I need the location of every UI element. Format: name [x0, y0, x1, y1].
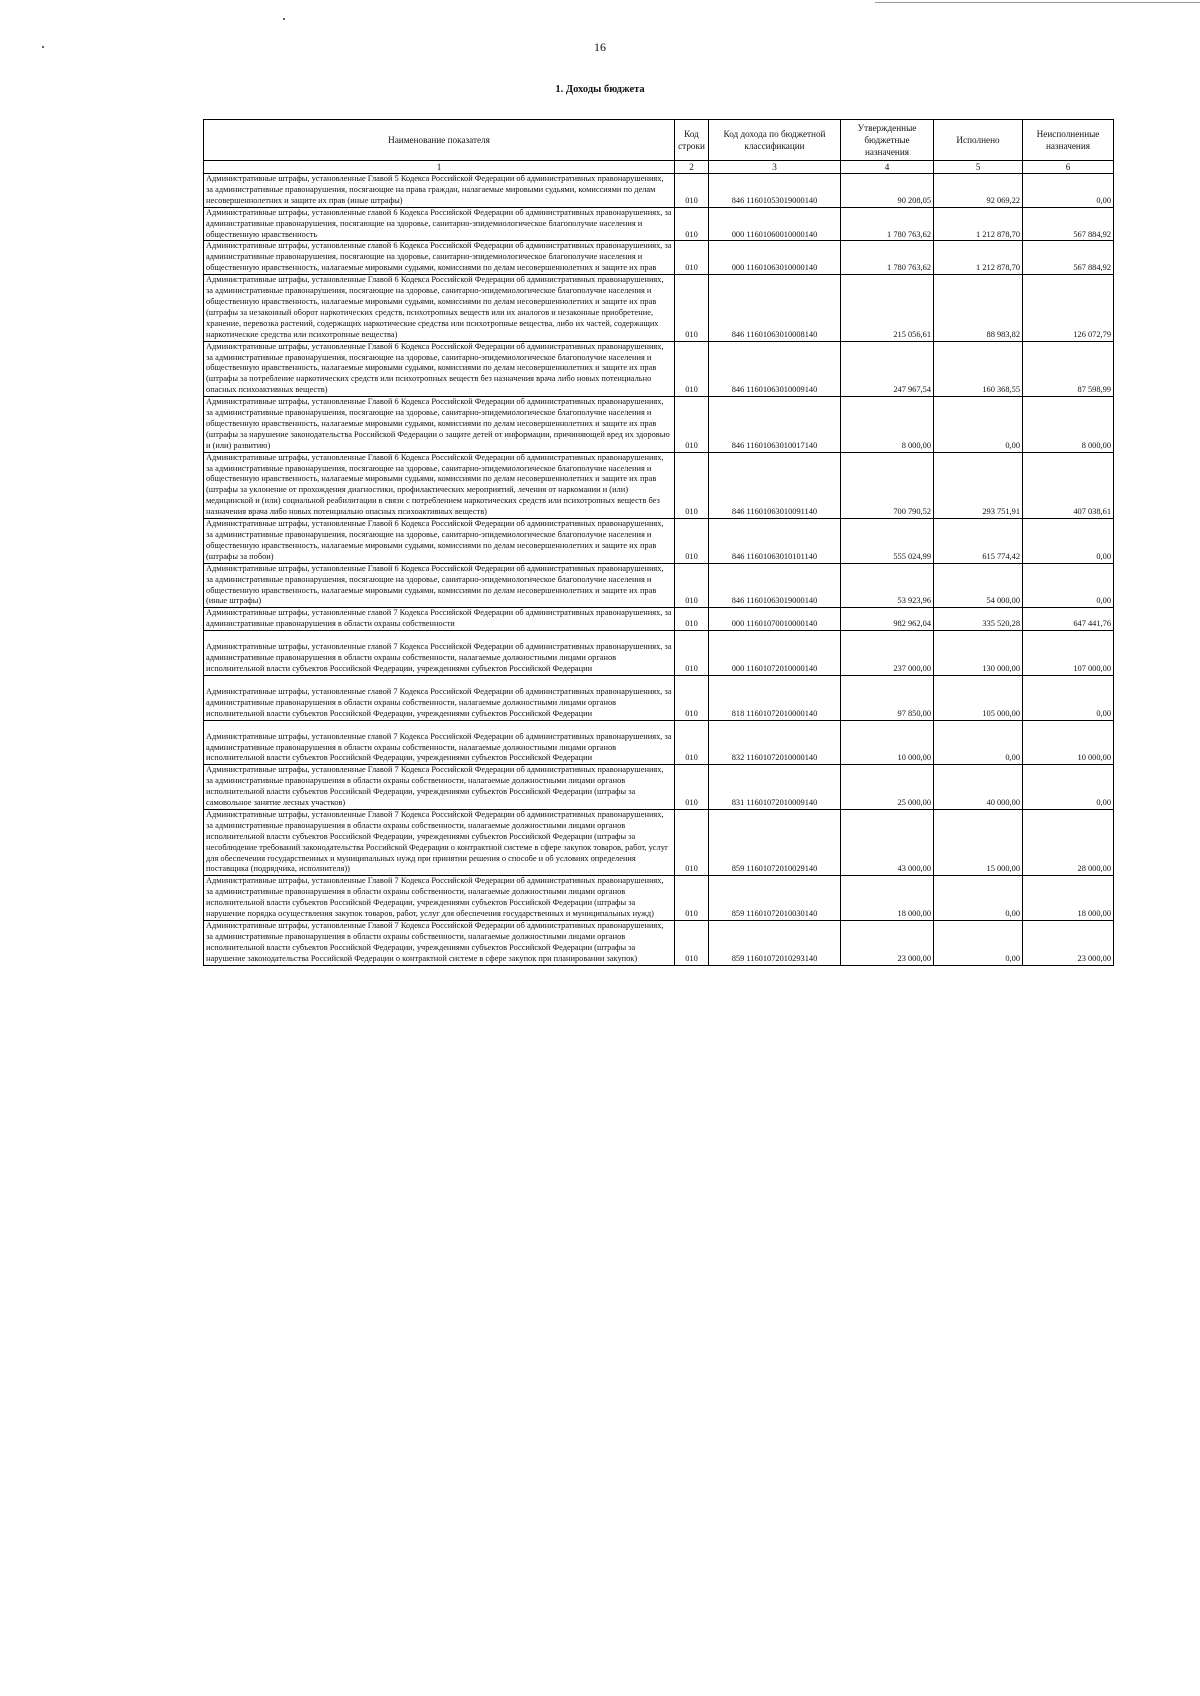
col-number: 6	[1023, 161, 1114, 174]
table-row	[204, 275, 1114, 341]
unexecuted-amount-cell: 126 072,79	[1023, 275, 1114, 341]
table-row	[204, 765, 1114, 810]
unexecuted-amount-cell: 87 598,99	[1023, 341, 1114, 397]
line-code-cell: 010	[675, 241, 709, 275]
col-header-line-code: Код строки	[675, 120, 709, 161]
line-code-cell: 010	[675, 876, 709, 921]
table-row	[204, 241, 1114, 275]
indicator-name-cell: Административные штрафы, установленные главой 6 Кодекса Российской Федерации об административных правонарушениях, за административные правонарушения, посягающие на здоровье, санитарно-эпидемиологическое благополучие населения и общественную нравственность	[204, 207, 675, 241]
executed-amount-cell: 0,00	[934, 876, 1023, 921]
cell-spacer	[206, 631, 672, 642]
indicator-name-cell: Административные штрафы, установленные Главой 7 Кодекса Российской Федерации об административных правонарушениях, за административные правонарушения в области охраны собственности, налагаемые должностными лицами органов исполнительной власти субъектов Российской Федерации, учреждениями субъектов Российской Федерации (штрафы за самовольное занятие лесных участков)	[204, 765, 675, 810]
executed-amount-cell: 0,00	[934, 921, 1023, 966]
line-code-cell: 010	[675, 174, 709, 208]
revenue-code-cell: 000 11601063010000140	[709, 241, 841, 275]
revenue-code-cell: 846 11601063010017140	[709, 397, 841, 453]
approved-amount-cell: 215 056,61	[841, 275, 934, 341]
executed-amount-cell: 335 520,28	[934, 608, 1023, 631]
table-row	[204, 921, 1114, 966]
revenue-code-cell: 859 11601072010293140	[709, 921, 841, 966]
scan-speck	[283, 18, 285, 20]
indicator-name-cell: Административные штрафы, установленные Главой 6 Кодекса Российской Федерации об административных правонарушениях, за административные правонарушения, посягающие на здоровье, санитарно-эпидемиологическое благополучие населения и общественную нравственность, налагаемые мировыми судьями, комиссиями по делам несовершеннолетних и защите их прав (штрафы за незаконный оборот наркотических средств, психотропных веществ или их аналогов и незаконные приобретение, хранение, перевозка растений, содержащих наркотические средства или психотропные вещества, либо их частей, содержащих наркотические средства или психотропные вещества)	[204, 275, 675, 341]
executed-amount-cell: 15 000,00	[934, 809, 1023, 875]
line-code-cell: 010	[675, 675, 709, 720]
col-number: 4	[841, 161, 934, 174]
cell-spacer	[206, 676, 672, 687]
line-code-cell: 010	[675, 275, 709, 341]
approved-amount-cell: 43 000,00	[841, 809, 934, 875]
executed-amount-cell: 1 212 878,70	[934, 207, 1023, 241]
indicator-name-cell: Административные штрафы, установленные Главой 7 Кодекса Российской Федерации об административных правонарушениях, за административные правонарушения в области охраны собственности, налагаемые должностными лицами органов исполнительной власти субъектов Российской Федерации, учреждениями субъектов Российской Федерации (штрафы за нарушение законодательства Российской Федерации о контрактной системе в сфере закупок при планировании закупок)	[204, 921, 675, 966]
report-title: 1. Доходы бюджета	[555, 84, 645, 95]
indicator-name-cell: Административные штрафы, установленные Главой 6 Кодекса Российской Федерации об административных правонарушениях, за административные правонарушения, посягающие на здоровье, санитарно-эпидемиологическое благополучие населения и общественную нравственность, налагаемые мировыми судьями, комиссиями по делам несовершеннолетних и защите их прав (штрафы за уклонение от прохождения диагностики, профилактических мероприятий, лечения от наркомании и (или) медицинской и (или) социальной реабилитации в связи с потреблением наркотических средств или психотропных веществ без назначения врача либо новых потенциально опасных психоактивных веществ)	[204, 452, 675, 518]
approved-amount-cell: 18 000,00	[841, 876, 934, 921]
revenue-code-cell: 000 11601072010000140	[709, 631, 841, 676]
col-number: 2	[675, 161, 709, 174]
approved-amount-cell: 97 850,00	[841, 675, 934, 720]
revenue-code-cell: 846 11601063010101140	[709, 519, 841, 564]
revenue-code-cell: 000 11601070010000140	[709, 608, 841, 631]
revenue-code-cell: 818 11601072010000140	[709, 675, 841, 720]
unexecuted-amount-cell: 0,00	[1023, 519, 1114, 564]
indicator-name-cell	[204, 720, 675, 765]
indicator-name-text: Административные штрафы, установленные главой 7 Кодекса Российской Федерации об административных правонарушениях, за административные правонарушения в области охраны собственности, налагаемые должностными лицами органов исполнительной власти субъектов Российской Федерации, учреждениями субъектов Российской Федерации	[206, 731, 672, 763]
approved-amount-cell: 53 923,96	[841, 563, 934, 608]
budget-revenue-table	[203, 119, 1114, 966]
line-code-cell: 010	[675, 519, 709, 564]
table-row	[204, 397, 1114, 453]
indicator-name-text: Административные штрафы, установленные главой 7 Кодекса Российской Федерации об административных правонарушениях, за административные правонарушения в области охраны собственности, налагаемые должностными лицами органов исполнительной власти субъектов Российской Федерации, учреждениями субъектов Российской Федерации	[206, 686, 672, 718]
line-code-cell: 010	[675, 631, 709, 676]
executed-amount-cell: 92 069,22	[934, 174, 1023, 208]
line-code-cell: 010	[675, 207, 709, 241]
revenue-code-cell: 846 11601063010008140	[709, 275, 841, 341]
table-row	[204, 631, 1114, 676]
approved-amount-cell: 10 000,00	[841, 720, 934, 765]
approved-amount-cell: 90 208,05	[841, 174, 934, 208]
executed-amount-cell: 88 983,82	[934, 275, 1023, 341]
col-header-executed: Исполнено	[934, 120, 1023, 161]
unexecuted-amount-cell: 23 000,00	[1023, 921, 1114, 966]
unexecuted-amount-cell: 18 000,00	[1023, 876, 1114, 921]
indicator-name-cell: Административные штрафы, установленные главой 7 Кодекса Российской Федерации об административных правонарушениях, за административные правонарушения в области охраны собственности	[204, 608, 675, 631]
table-row	[204, 341, 1114, 397]
unexecuted-amount-cell: 0,00	[1023, 765, 1114, 810]
executed-amount-cell: 160 368,55	[934, 341, 1023, 397]
approved-amount-cell: 25 000,00	[841, 765, 934, 810]
table-row	[204, 720, 1114, 765]
page-number: 16	[594, 40, 606, 54]
revenue-code-cell: 846 11601063019000140	[709, 563, 841, 608]
revenue-code-cell: 846 11601063010009140	[709, 341, 841, 397]
executed-amount-cell: 40 000,00	[934, 765, 1023, 810]
table-body	[204, 174, 1114, 966]
table-row	[204, 608, 1114, 631]
indicator-name-cell: Административные штрафы, установленные главой 6 Кодекса Российской Федерации об административных правонарушениях, за административные правонарушения, посягающие на здоровье, санитарно-эпидемиологическое благополучие населения и общественную нравственность, налагаемые мировыми судьями, комиссиями по делам несовершеннолетних и защите их прав	[204, 241, 675, 275]
table-row	[204, 174, 1114, 208]
line-code-cell: 010	[675, 452, 709, 518]
executed-amount-cell: 0,00	[934, 720, 1023, 765]
indicator-name-cell: Административные штрафы, установленные Главой 6 Кодекса Российской Федерации об административных правонарушениях, за административные правонарушения, посягающие на здоровье, санитарно-эпидемиологическое благополучие населения и общественную нравственность, налагаемые мировыми судьями, комиссиями по делам несовершеннолетних и защите их прав (штрафы за потребление наркотических средств или психотропных веществ без назначения врача либо новых потенциально опасных психоактивных веществ)	[204, 341, 675, 397]
line-code-cell: 010	[675, 765, 709, 810]
col-header-approved: Утвержденные бюджетные назначения	[841, 120, 934, 161]
line-code-cell: 010	[675, 341, 709, 397]
unexecuted-amount-cell: 567 884,92	[1023, 207, 1114, 241]
approved-amount-cell: 555 024,99	[841, 519, 934, 564]
table-row	[204, 809, 1114, 875]
approved-amount-cell: 23 000,00	[841, 921, 934, 966]
executed-amount-cell: 615 774,42	[934, 519, 1023, 564]
line-code-cell: 010	[675, 563, 709, 608]
unexecuted-amount-cell: 407 038,61	[1023, 452, 1114, 518]
indicator-name-cell	[204, 631, 675, 676]
col-number: 5	[934, 161, 1023, 174]
indicator-name-cell: Административные штрафы, установленные Главой 6 Кодекса Российской Федерации об административных правонарушениях, за административные правонарушения, посягающие на здоровье, санитарно-эпидемиологическое благополучие населения и общественную нравственность, налагаемые мировыми судьями, комиссиями по делам несовершеннолетних и защите их прав (иные штрафы)	[204, 563, 675, 608]
indicator-name-cell: Административные штрафы, установленные Главой 7 Кодекса Российской Федерации об административных правонарушениях, за административные правонарушения в области охраны собственности, налагаемые должностными лицами органов исполнительной власти субъектов Российской Федерации, учреждениями субъектов Российской Федерации (штрафы за нарушение порядка осуществления закупок товаров, работ, услуг для обеспечения государственных и муниципальных нужд)	[204, 876, 675, 921]
unexecuted-amount-cell: 0,00	[1023, 174, 1114, 208]
executed-amount-cell: 1 212 878,70	[934, 241, 1023, 275]
cell-spacer	[206, 721, 672, 732]
line-code-cell: 010	[675, 608, 709, 631]
line-code-cell: 010	[675, 397, 709, 453]
unexecuted-amount-cell: 567 884,92	[1023, 241, 1114, 275]
indicator-name-cell: Административные штрафы, установленные Главой 6 Кодекса Российской Федерации об административных правонарушениях, за административные правонарушения, посягающие на здоровье, санитарно-эпидемиологическое благополучие населения и общественную нравственность, налагаемые мировыми судьями, комиссиями по делам несовершеннолетних и защите их прав (штрафы за нарушение законодательства Российской Федерации о защите детей от информации, причиняющей вред их здоровью и (или) развитию)	[204, 397, 675, 453]
revenue-code-cell: 846 11601063010091140	[709, 452, 841, 518]
table-row	[204, 207, 1114, 241]
col-number: 1	[204, 161, 675, 174]
approved-amount-cell: 237 000,00	[841, 631, 934, 676]
executed-amount-cell: 54 000,00	[934, 563, 1023, 608]
indicator-name-cell	[204, 675, 675, 720]
unexecuted-amount-cell: 107 000,00	[1023, 631, 1114, 676]
approved-amount-cell: 1 780 763,62	[841, 241, 934, 275]
col-header-name: Наименование показателя	[204, 120, 675, 161]
table-row	[204, 519, 1114, 564]
approved-amount-cell: 700 790,52	[841, 452, 934, 518]
col-header-revenue-code: Код дохода по бюджетной классификации	[709, 120, 841, 161]
line-code-cell: 010	[675, 921, 709, 966]
unexecuted-amount-cell: 0,00	[1023, 675, 1114, 720]
revenue-code-cell: 832 11601072010000140	[709, 720, 841, 765]
approved-amount-cell: 8 000,00	[841, 397, 934, 453]
approved-amount-cell: 247 967,54	[841, 341, 934, 397]
table-row	[204, 452, 1114, 518]
unexecuted-amount-cell: 10 000,00	[1023, 720, 1114, 765]
revenue-code-cell: 859 11601072010029140	[709, 809, 841, 875]
indicator-name-cell: Административные штрафы, установленные Главой 5 Кодекса Российской Федерации об административных правонарушениях, за административные правонарушения, посягающие на права граждан, налагаемые мировыми судьями, комиссиями по делам несовершеннолетних и защите их прав (иные штрафы)	[204, 174, 675, 208]
unexecuted-amount-cell: 647 441,76	[1023, 608, 1114, 631]
unexecuted-amount-cell: 8 000,00	[1023, 397, 1114, 453]
executed-amount-cell: 0,00	[934, 397, 1023, 453]
header-row	[204, 120, 1114, 161]
table-row	[204, 876, 1114, 921]
col-number: 3	[709, 161, 841, 174]
table-row	[204, 675, 1114, 720]
line-code-cell: 010	[675, 720, 709, 765]
revenue-code-cell: 859 11601072010030140	[709, 876, 841, 921]
revenue-code-cell: 846 11601053019000140	[709, 174, 841, 208]
unexecuted-amount-cell: 28 000,00	[1023, 809, 1114, 875]
indicator-name-text: Административные штрафы, установленные главой 7 Кодекса Российской Федерации об административных правонарушениях, за административные правонарушения в области охраны собственности, налагаемые должностными лицами органов исполнительной власти субъектов Российской Федерации, учреждениями субъектов Российской Федерации	[206, 642, 672, 673]
revenue-code-cell: 000 11601060010000140	[709, 207, 841, 241]
unexecuted-amount-cell: 0,00	[1023, 563, 1114, 608]
line-code-cell: 010	[675, 809, 709, 875]
executed-amount-cell: 130 000,00	[934, 631, 1023, 676]
executed-amount-cell: 105 000,00	[934, 675, 1023, 720]
col-header-unexecuted: Неисполненные назначения	[1023, 120, 1114, 161]
executed-amount-cell: 293 751,91	[934, 452, 1023, 518]
indicator-name-cell: Административные штрафы, установленные Главой 6 Кодекса Российской Федерации об административных правонарушениях, за административные правонарушения, посягающие на здоровье, санитарно-эпидемиологическое благополучие населения и общественную нравственность, налагаемые мировыми судьями, комиссиями по делам несовершеннолетних и защите их прав (штрафы за побои)	[204, 519, 675, 564]
column-number-row	[204, 161, 1114, 174]
table-row	[204, 563, 1114, 608]
scan-artifact-line	[875, 2, 1200, 3]
approved-amount-cell: 982 962,04	[841, 608, 934, 631]
revenue-code-cell: 831 11601072010009140	[709, 765, 841, 810]
approved-amount-cell: 1 780 763,62	[841, 207, 934, 241]
indicator-name-cell: Административные штрафы, установленные Главой 7 Кодекса Российской Федерации об административных правонарушениях, за административные правонарушения в области охраны собственности, налагаемые должностными лицами органов исполнительной власти субъектов Российской Федерации, учреждениями субъектов Российской Федерации (штрафы за несоблюдение требований законодательства Российской Федерации о контрактной системе в сфере закупок товаров, работ, услуг для обеспечения государственных и муниципальных нужд при принятии решения о способе и об условиях определения поставщика (подрядчика, исполнителя))	[204, 809, 675, 875]
